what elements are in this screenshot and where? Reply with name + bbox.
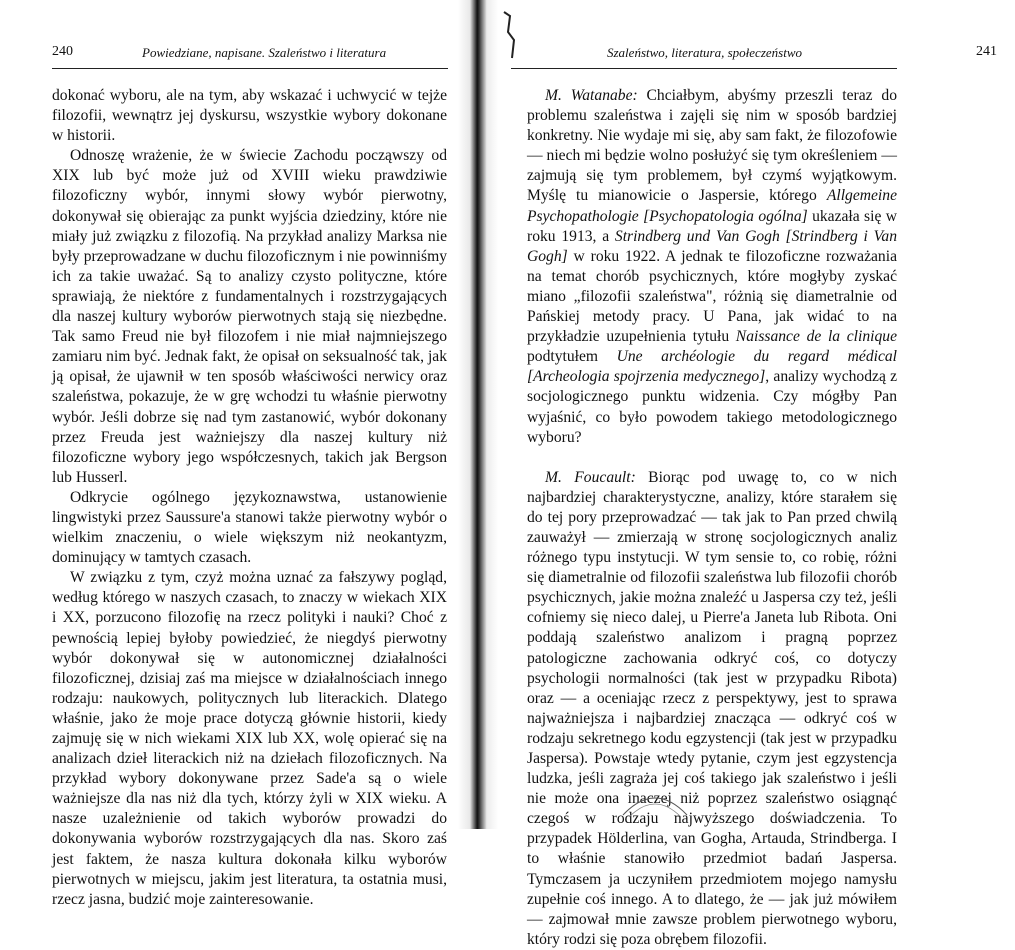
left-paragraph-3: Odkrycie ogólnego językoznawstwa, ustanowienie lingwistyki przez Saussure'a stanowi także pierwotny wybór o wielkim znaczeniu, o wiele większym niż neokantyzm, dominujący w tamtych czasach. (52, 488, 447, 567)
right-running-title: Szaleństwo, literatura, społeczeństwo (607, 45, 802, 60)
speaker-foucault: M. Foucault: (545, 468, 636, 486)
left-page-body (52, 86, 447, 910)
right-header-rule (511, 68, 897, 69)
left-paragraph-4: W związku z tym, czyż można uznać za fałszywy pogląd, według którego w naszych czasach, to znaczy w wiekach XIX i XX, porzucono filozofię na rzecz polityki i nauki? Choć z pewnością lepiej byłoby powiedzieć, że niegdyś pierwotny wybór dokonywał się w autonomicznej działalności filozoficznej, dzisiaj zaś ma miejsce w działalnościach innego rodzaju: naukowych, politycznych lub literackich. Dlatego właśnie, jako że moje prace dotyczą głównie historii, kiedy zajmuję się w nich wiekami XIX lub XX, wolę opierać się na analizach dzieł literackich niż na dziełach filozoficznych. Na przykład wybory dokonywane przez Sade'a są o wiele ważniejsze dla nas niż dla tych, którzy żyli w XIX wieku. A nasze uzależnienie od takich wyborów prowadzi do dokonywania wyborów rozstrzygających dla nas. Skoro zaś jest faktem, że nasza kultura dokonała kilku wyborów pierwotnych w miejscu, jakim jest literatura, ta ostatnia musi, rzecz jasna, budzić moje zainteresowanie. (52, 569, 447, 908)
left-running-title: Powiedziane, napisane. Szaleństwo i literatura (142, 45, 387, 60)
book-title-allgemeine-psychopathologie: Allgemeine Psychopathologie [Psychopatologia ogólna] (527, 187, 897, 225)
left-page-number: 240 (52, 44, 73, 59)
left-paragraph-1: dokonać wyboru, ale na tym, aby wskazać i uchwycić w tejże filozofii, wewnątrz jej dyskursu, wszystkie wybory dokonane w historii. (52, 87, 447, 145)
foucault-paragraph: M. Foucault: Biorąc pod uwagę to, co w nich najbardziej charakterystyczne, analizy, które starałem się do tej pory przeprowadzać — tak jak to Pan przed chwilą zauważył — zmierzają w stronę socjologicznych analiz różnego typu instytucji. W tym sensie to, co robię, różni się diametralnie od filozofii szaleństwa lub filozofii chorób psychicznych, jakie można znaleźć u Jaspersa czy też, jeśli cofniemy się nieco dalej, u Pierre'a Janeta lub Ribota. Oni poddają szaleństwo analizom i pragną poprzez patologiczne zachowania odkryć coś, co dotyczy psychologii normalności (tak jest w przypadku Ribota) oraz — a oceniając rzecz z perspektywy, jest to sprawa najważniejsza i najbardziej znacząca — odkryć coś w rodzaju sekretnego kodu egzystencji (tak jest w przypadku Jaspersa). Powstaje wtedy pytanie, czym jest egzystencja ludzka, jeśli zagraża jej coś takiego jak szaleństwo i jeśli nie może ona inaczej niż poprzez szaleństwo osiągnąć czegoś w rodzaju najwyższego doświadczenia. To przypadek Hölderlina, van Gogha, Artauda, Strindberga. I to właśnie stanowiło przedmiot badań Jaspersa. Tymczasem ja uczyniłem przedmiotem mojego namysłu zupełnie coś innego. A to dlatego, że — jak już mówiłem — zajmował mnie zawsze problem pierwotnego wyboru, który rodzi się poza obrębem filozofii. (527, 468, 897, 948)
left-header-rule (52, 68, 448, 69)
right-page-number: 241 (976, 44, 997, 59)
speaker-watanabe: M. Watanabe: (545, 87, 638, 104)
book-title-strindberg-van-gogh: Strindberg und Van Gogh [Strindberg i Van Gogh] (527, 227, 897, 265)
left-paragraph-2: Odnoszę wrażenie, że w świecie Zachodu począwszy od XIX lub być może już od XVIII wieku prawdziwie filozoficzny wybór, innymi słowy wybór pierwotny, dokonywał się obierając za punkt wyjścia dziedziny, które nie miały już związku z filozofią. Na przykład analizy Marksa nie były przeprowadzane w duchu filozoficznym i nie powinniśmy ich za takie uważać. Są to analizy czysto polityczne, które sprawiają, że niektóre z fundamentalnych i rozstrzygających dla naszej kultury wyborów pierwotnych stają się niezbędne. Tak samo Freud nie był filozofem i nie miał najmniejszego zamiaru nim być. Jednak fakt, że opisał on seksualność tak, jak ją opisał, że ujawnił w ten sposób właściwości nerwicy oraz szaleństwa, pokazuje, że w grę wchodzi tu właśnie pierwotny wybór. Jeśli dobrze się nad tym zastanowić, wybór dokonany przez Freuda jest ważniejszy dla naszej kultury niż filozoficzne wybory jego współczesnych, takich jak Bergson lub Husserl. (52, 147, 447, 486)
left-page (0, 0, 470, 908)
book-title-naissance-clinique: Naissance de la clinique (735, 328, 897, 346)
right-page (495, 0, 1015, 948)
right-page-header (607, 44, 997, 66)
book-subtitle-archeologie: Une archéologie du regard médical [Archeologia spojrzenia medycznego] (527, 348, 897, 386)
page-ornament-icon (615, 785, 695, 825)
left-page-header (52, 44, 447, 66)
right-page-body (527, 86, 897, 950)
book-gutter (458, 0, 498, 829)
watanabe-paragraph: M. Watanabe: Chciałbym, abyśmy przeszli teraz do problemu szaleństwa i zajęli się nim w sposób bardziej konkretny. Nie wydaje mi się, aby sam fakt, że filozofowie — niech mi będzie wolno posłużyć się tym określeniem — zajmują się tym problemem, był czymś wyjątkowym. Myślę tu mianowicie o Jaspersie, którego Allgemeine Psychopathologie [Psychopatologia ogólna] ukazała się w roku 1913, a Strindberg und Van Gogh [Strindberg i Van Gogh] w roku 1922. A jednak te filozoficzne rozważania na temat chorób psychicznych, które mogłyby zyskać miano „filozofii szaleństwa", różnią się diametralnie od Pańskiej metody pracy. U Pana, jak widać to na przykładzie uzupełnienia tytułu Naissance de la clinique podtytułem Une archéologie du regard médical [Archeologia spojrzenia medycznego], analizy wychodzą z socjologicznego punktu widzenia. Czy mógłby Pan wyjaśnić, co było powodem takiego metodologicznego wyboru? (527, 87, 898, 446)
